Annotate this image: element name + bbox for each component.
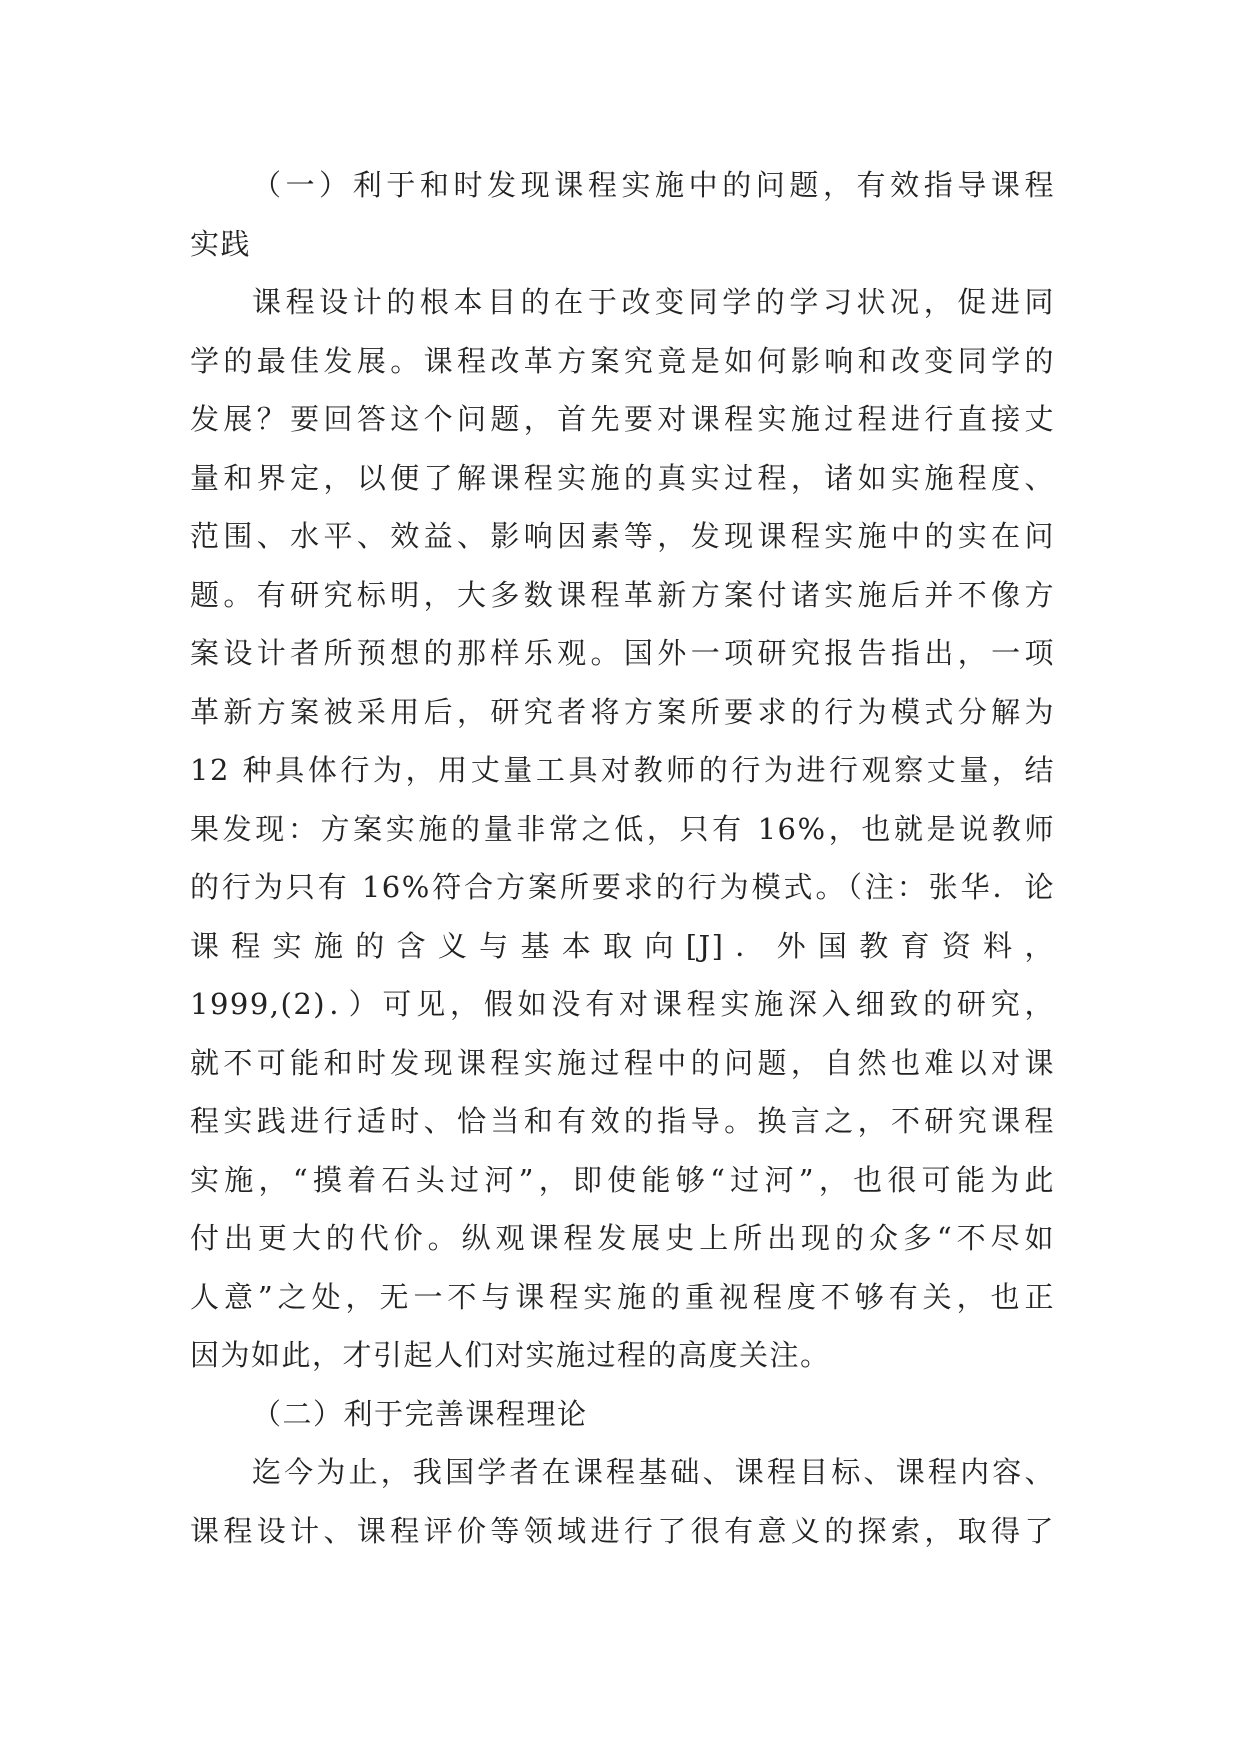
text-line: 人意”之处，无一不与课程实施的重视程度不够有关，也正 (190, 1279, 1055, 1314)
text-line: 迄今为止，我国学者在课程基础、课程目标、课程内容、 (252, 1455, 1055, 1489)
text-line: 革新方案被采用后，研究者将方案所要求的行为模式分解为 (190, 694, 1055, 729)
text-line: 实施，“摸着石头过河”，即使能够“过河”，也很可能为此 (190, 1162, 1055, 1197)
text-line: 范围、水平、效益、影响因素等，发现课程实施中的实在问 (190, 519, 1055, 553)
text-line: 因为如此，才引起人们对实施过程的高度关注。 (190, 1338, 831, 1372)
text-line: 课程设计、课程评价等领域进行了很有意义的探索，取得了 (190, 1513, 1055, 1548)
text-line: 果发现：方案实施的量非常之低，只有 16%，也就是说教师 (190, 811, 1055, 846)
text-line: 1999,(2)．）可见，假如没有对课程实施深入细致的研究， (190, 987, 1055, 1021)
text-line: 学的最佳发展。课程改革方案究竟是如何影响和改变同学的 (190, 343, 1055, 378)
text-line: 课程设计的根本目的在于改变同学的学习状况，促进同 (252, 285, 1055, 319)
text-line: 发展？要回答这个问题，首先要对课程实施过程进行直接丈 (190, 402, 1055, 436)
body-paragraph-1 (190, 273, 1055, 1385)
text-line: 题。有研究标明，大多数课程革新方案付诸实施后并不像方 (190, 577, 1055, 612)
text-line: 课程实施的含义与基本取向[J]．外国教育资料， (190, 928, 1055, 963)
text-line: 就不可能和时发现课程实施过程中的问题，自然也难以对课 (190, 1045, 1055, 1080)
text-line: （二）利于完善课程理论 (252, 1396, 588, 1431)
section-heading-1 (190, 156, 1055, 273)
text-line: 的行为只有 16%符合方案所要求的行为模式。（注：张华．论 (190, 870, 1055, 904)
section-heading-2 (190, 1385, 1055, 1444)
text-line: 程实践进行适时、恰当和有效的指导。换言之，不研究课程 (190, 1104, 1055, 1138)
text-line: 案设计者所预想的那样乐观。国外一项研究报告指出，一项 (190, 636, 1055, 670)
text-line: （一）利于和时发现课程实施中的问题，有效指导课程 (252, 168, 1055, 202)
document-body (190, 156, 1055, 1560)
text-line: 12 种具体行为，用丈量工具对教师的行为进行观察丈量，结 (190, 753, 1055, 787)
text-line: 量和界定，以便了解课程实施的真实过程，诸如实施程度、 (190, 460, 1055, 495)
body-paragraph-2 (190, 1443, 1055, 1560)
text-line: 实践 (190, 226, 252, 261)
text-line: 付出更大的代价。纵观课程发展史上所出现的众多“不尽如 (190, 1221, 1055, 1255)
